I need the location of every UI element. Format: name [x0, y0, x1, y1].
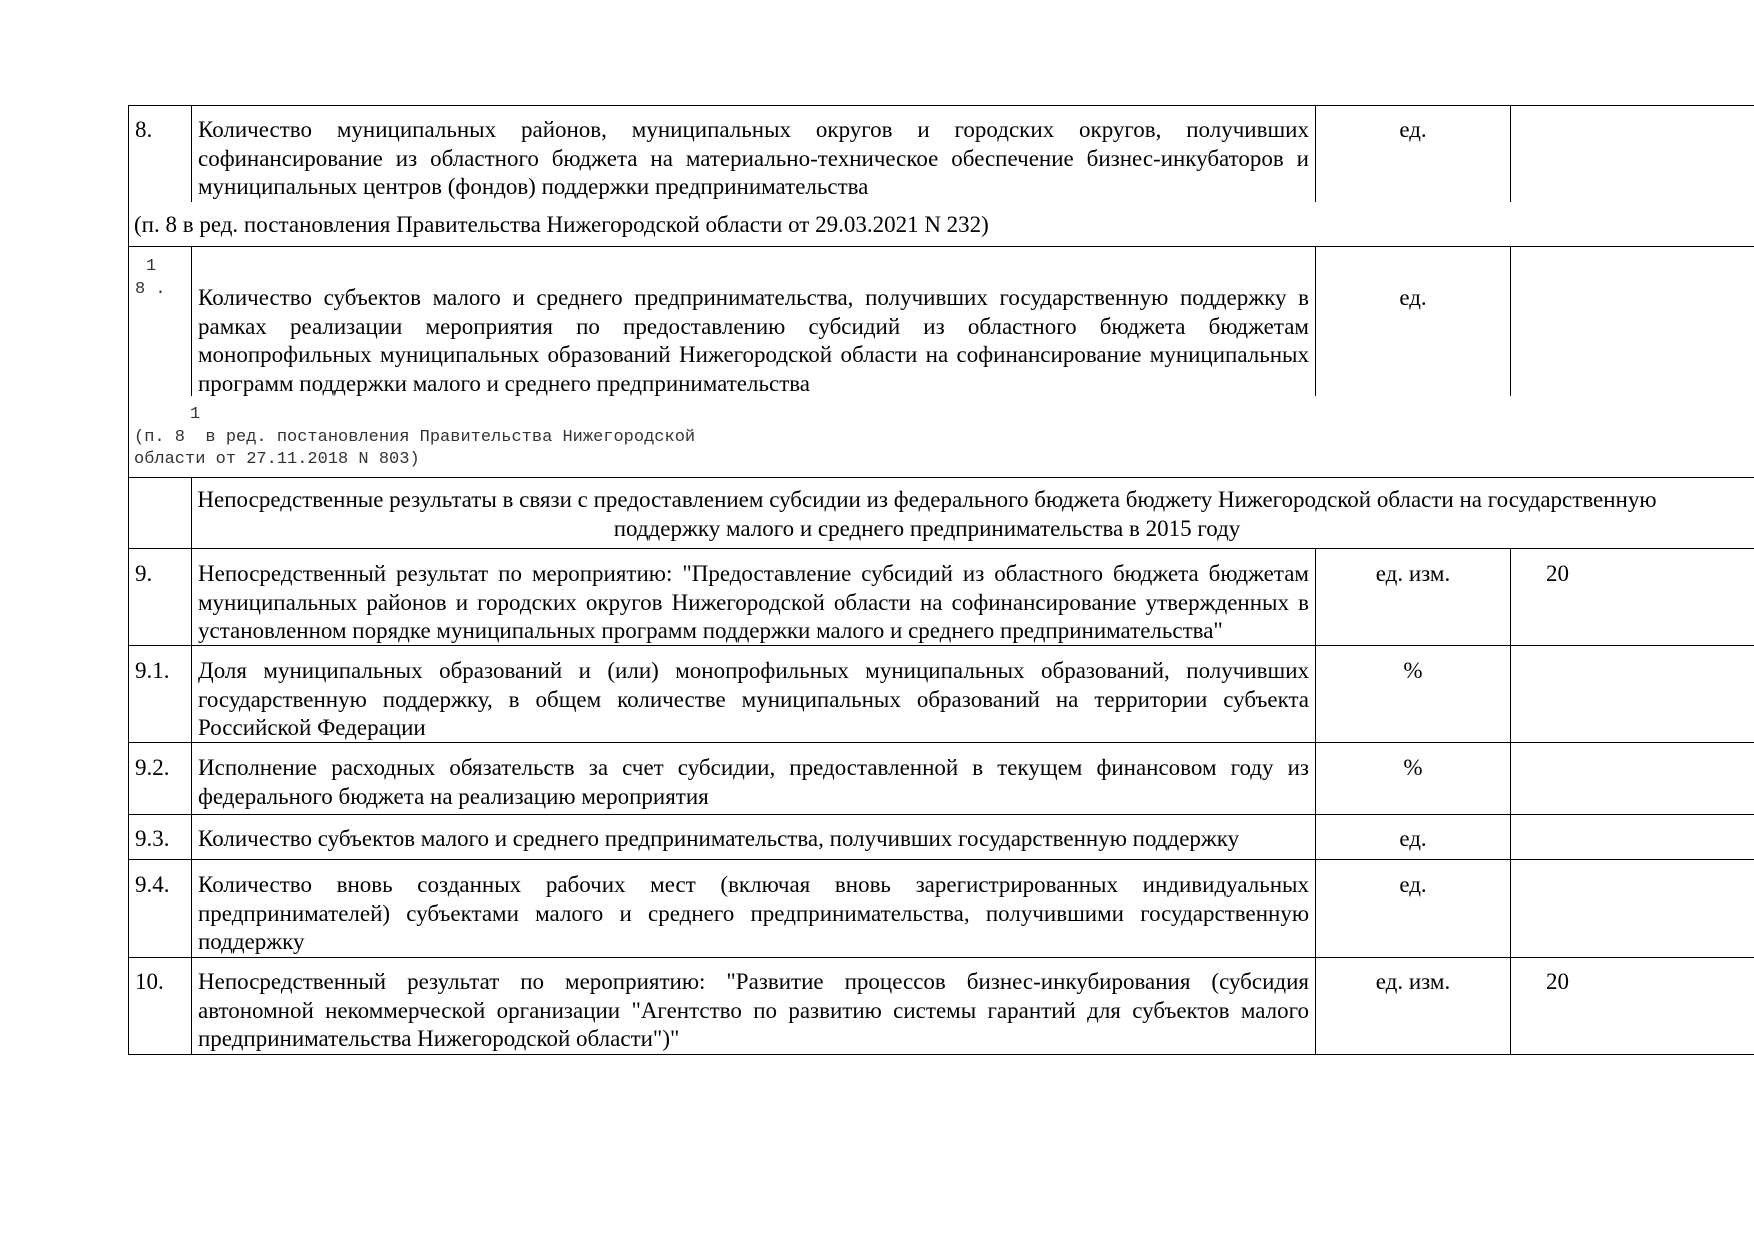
row-8-number: 8. [135, 117, 153, 142]
note-row-8-1-line1: (п. 8 в ред. постановления Правительства Нижегородской [134, 428, 696, 447]
row-9-1-unit: % [1403, 658, 1423, 683]
row-divider [128, 477, 1754, 478]
row-8-1-unit: ед. [1399, 285, 1427, 310]
column-divider [1510, 246, 1511, 396]
column-divider [1510, 105, 1511, 202]
row-8-1-number-superscript: 1 [146, 257, 157, 276]
row-9-3-number: 9.3. [135, 826, 170, 851]
row-9-2-unit: % [1403, 755, 1423, 780]
row-9-unit: ед. изм. [1375, 561, 1451, 586]
row-10-text: Непосредственный результат по мероприятию: "Развитие процессов бизнес-инкубирования (субсидия автономной некоммерческой организации "Агентство по развитию системы гарантий для субъектов малого предпринимательства Нижегородской области")" [198, 969, 1309, 1051]
section-header: Непосредственные результаты в связи с предоставлением субсидии из федерального бюджета бюджету Нижегородской области на государственную поддержку малого и среднего предпринимательства в 2015 году [197, 487, 1657, 541]
section-header-clip [192, 486, 1754, 544]
row-9-2-text: Исполнение расходных обязательств за счет субсидии, предоставленной в текущем финансовом году из федерального бюджета на реализацию мероприятия [198, 755, 1309, 809]
column-divider [191, 105, 192, 202]
row-9-3-unit: ед. [1399, 826, 1427, 851]
row-8-text: Количество муниципальных районов, муниципальных округов и городских округов, получивших софинансирование из областного бюджета на материально-техническое обеспечение бизнес-инкубаторов и муниципальных центров (фондов) поддержки предпринимательства [198, 117, 1309, 199]
column-divider [191, 246, 192, 396]
row-9-1-number: 9.1. [135, 658, 170, 683]
row-10-unit: ед. изм. [1375, 969, 1451, 994]
table-border-left [128, 105, 129, 1055]
row-8-1-text: Количество субъектов малого и среднего предпринимательства, получивших государственную поддержку в рамках реализации мероприятия по предоставлению субсидий из областного бюджета бюджетам монопрофильных муниципальных образований Нижегородской области на софинансирование муниципальных программ поддержки малого и среднего предпринимательства [198, 285, 1309, 396]
note-row-8: (п. 8 в ред. постановления Правительства Нижегородской области от 29.03.2021 N 232) [134, 212, 989, 237]
column-divider [191, 477, 192, 1055]
row-8-unit: ед. [1399, 117, 1427, 142]
note-row-8-1-superscript: 1 [190, 405, 201, 424]
row-9-3-text: Количество субъектов малого и среднего предпринимательства, получивших государственную поддержку [198, 826, 1240, 851]
row-9-text: Непосредственный результат по мероприятию: "Предоставление субсидий из областного бюджета бюджетам муниципальных районов и городских округов Нижегородской области на софинансирование утвержденных в установленном порядке муниципальных программ поддержки малого и среднего предпринимательства" [198, 561, 1309, 643]
row-9-1-text: Доля муниципальных образований и (или) монопрофильных муниципальных образований, получивших государственную поддержку, в общем количестве муниципальных образований на территории субъекта Российской Федерации [198, 658, 1309, 740]
row-10-number: 10. [135, 969, 164, 994]
column-divider [1510, 548, 1511, 1055]
column-divider [1315, 246, 1316, 396]
row-9-4-number: 9.4. [135, 872, 170, 897]
row-9-4-unit: ед. [1399, 872, 1427, 897]
row-8-1-number: 8 . [135, 280, 166, 299]
row-9-extra: 20 [1546, 561, 1569, 586]
row-9-2-number: 9.2. [135, 755, 170, 780]
row-9-number: 9. [135, 561, 153, 586]
note-row-8-1-line2: области от 27.11.2018 N 803) [134, 450, 420, 469]
row-10-extra: 20 [1546, 969, 1569, 994]
row-9-4-text: Количество вновь созданных рабочих мест (включая вновь зарегистрированных индивидуальных предпринимателей) субъектами малого и среднего предпринимательства, получившими государственную поддержку [198, 872, 1309, 954]
